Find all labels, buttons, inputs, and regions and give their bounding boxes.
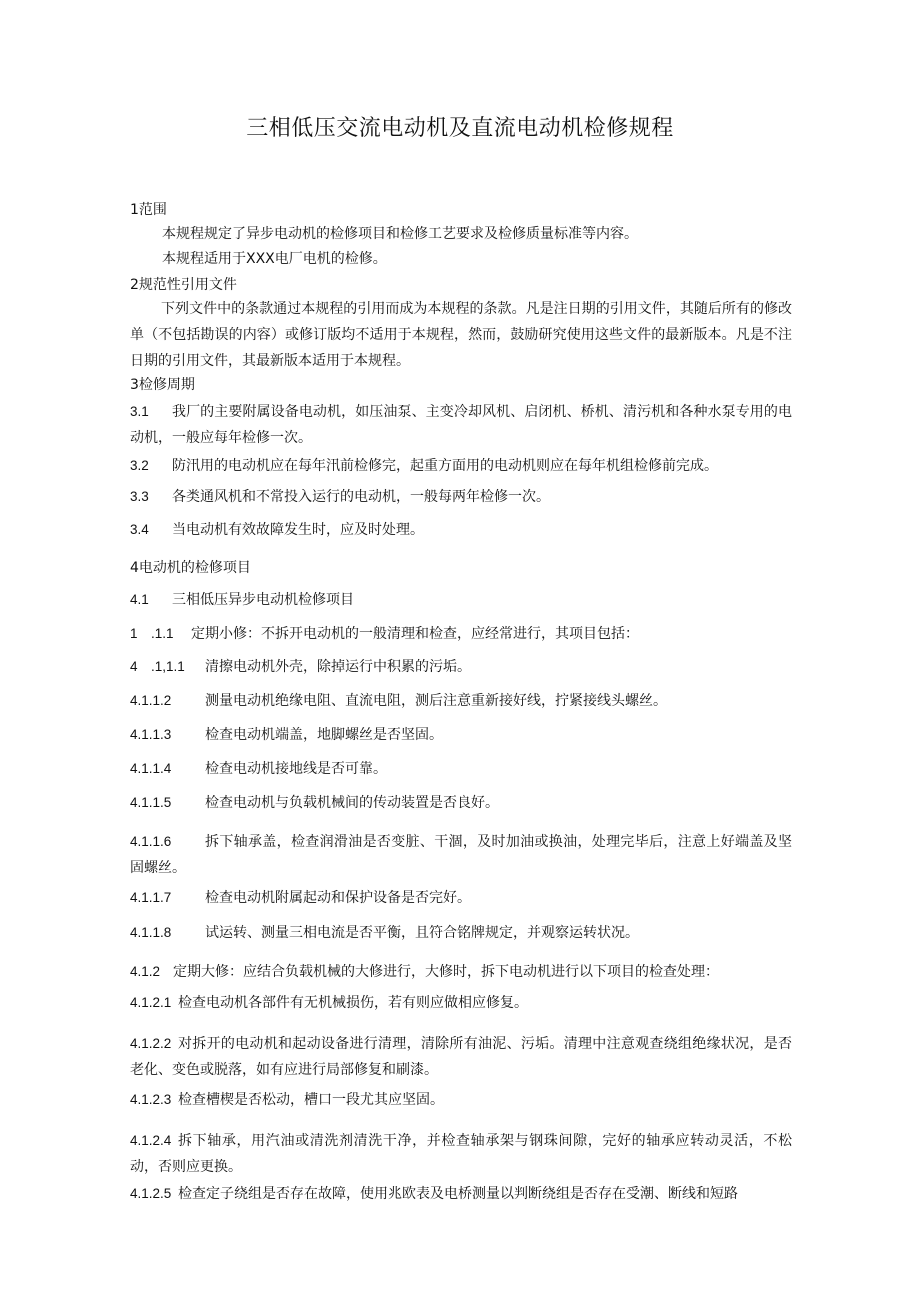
section-1-para-1: 本规程规定了异步电动机的检修项目和检修工艺要求及检修质量标准等内容。 [162,226,638,242]
item-4-1-1-2-number: 4.1.1.2 [130,693,172,708]
item-4-1-1-4-number: 4.1.1.4 [130,761,172,776]
section-2-heading: 2规范性引用文件 [130,277,237,293]
section-4-heading: 4电动机的检修项目 [130,560,251,576]
item-4-1-2-1-text: 检查电动机各部件有无机械损伤，若有则应做相应修复。 [178,995,528,1011]
section-3-heading: 3检修周期 [130,377,195,393]
item-4-1-2-5-text: 检查定子绕组是否存在故障，使用兆欧表及电桥测量以判断绕组是否存在受潮、断线和短路 [178,1186,738,1202]
section-1-heading: 1范围 [130,202,167,218]
item-4-1-1-text: 定期小修：不拆开电动机的一般清理和检查，应经常进行，其项目包括： [191,626,639,642]
item-4-1-2-2-text: 对拆开的电动机和起动设备进行清理，清除所有油泥、污垢。清理中注意观查绕组绝缘状况，是否老化、变色或脱落，如有应进行局部修复和刷漆。 [130,1036,792,1078]
item-4-1-1-7-text: 检查电动机附属起动和保护设备是否完好。 [205,890,471,906]
item-3-3-text: 各类通风机和不常投入运行的电动机，一般每两年检修一次。 [172,489,550,505]
item-3-3-number: 3.3 [130,489,149,504]
item-3-1-number: 3.1 [130,404,149,419]
section-2-para-1: 下列文件中的条款通过本规程的引用而成为本规程的条款。凡是注日期的引用文件，其随后所有的修改单（不包括勘误的内容）或修订版均不适用于本规程，然而，鼓励研究使用这些文件的最新版本。凡是不注日期的引用文件，其最新版本适用于本规程。 [130,301,792,369]
item-4-1-number: 4.1 [130,592,149,607]
document-title: 三相低压交流电动机及直流电动机检修规程 [246,116,674,141]
item-3-2-number: 3.2 [130,458,149,473]
item-4-1-2-2-number: 4.1.2.2 [130,1036,172,1051]
item-4-1-text: 三相低压异步电动机检修项目 [172,592,354,608]
item-4-1-1-4-text: 检查电动机接地线是否可靠。 [205,761,387,777]
item-4-1-1-7-number: 4.1.1.7 [130,890,172,905]
item-4-1-1-8-text: 试运转、测量三相电流是否平衡，且符合铭牌规定，并观察运转状况。 [205,925,639,941]
item-4-1-1-2-text: 测量电动机绝缘电阻、直流电阻，测后注意重新接好线，拧紧接线头螺丝。 [205,693,667,709]
item-4-1-1-8-number: 4.1.1.8 [130,925,172,940]
section-1-para-2: 本规程适用于XXX电厂电机的检修。 [162,251,387,267]
item-4-1-2-5-number: 4.1.2.5 [130,1186,172,1201]
item-4-1-1-6-number: 4.1.1.6 [130,834,172,849]
item-3-2-text: 防汛用的电动机应在每年汛前检修完，起重方面用的电动机则应在每年机组检修前完成。 [172,458,718,474]
item-4-1-2-4-number: 4.1.2.4 [130,1133,172,1148]
item-3-1-text: 我厂的主要附属设备电动机，如压油泵、主变冷却风机、启闭机、桥机、清污机和各种水泵专用的电动机，一般应每年检修一次。 [130,404,792,446]
item-3-4-number: 3.4 [130,522,149,537]
item-4-1-1-3-number: 4.1.1.3 [130,727,172,742]
item-4-1-1-number: 1 .1.1 [130,626,174,641]
item-4-1-1-1-number: 4 .1,1.1 [130,659,185,674]
item-4-1-1-6-text: 拆下轴承盖，检查润滑油是否变脏、干涸，及时加油或换油，处理完毕后，注意上好端盖及坚固螺丝。 [130,834,792,876]
item-4-1-1-1-text: 清擦电动机外壳，除掉运行中积累的污垢。 [205,659,471,675]
item-4-1-1-5-text: 检查电动机与负载机械间的传动装置是否良好。 [205,795,499,811]
item-4-1-2-number: 4.1.2 [130,964,161,979]
item-4-1-2-4-text: 拆下轴承，用汽油或清洗剂清洗干净，并检查轴承架与钢珠间隙，完好的轴承应转动灵活，不松动，否则应更换。 [130,1133,792,1175]
item-4-1-1-3-text: 检查电动机端盖，地脚螺丝是否坚固。 [205,727,443,743]
item-4-1-2-1-number: 4.1.2.1 [130,995,172,1010]
item-4-1-2-3-text: 检查槽楔是否松动，槽口一段尤其应坚固。 [178,1092,444,1108]
item-4-1-2-3-number: 4.1.2.3 [130,1092,172,1107]
item-4-1-1-5-number: 4.1.1.5 [130,795,172,810]
item-4-1-2-text: 定期大修：应结合负载机械的大修进行，大修时，拆下电动机进行以下项目的检查处理： [173,964,719,980]
item-3-4-text: 当电动机有效故障发生时，应及时处理。 [172,522,424,538]
